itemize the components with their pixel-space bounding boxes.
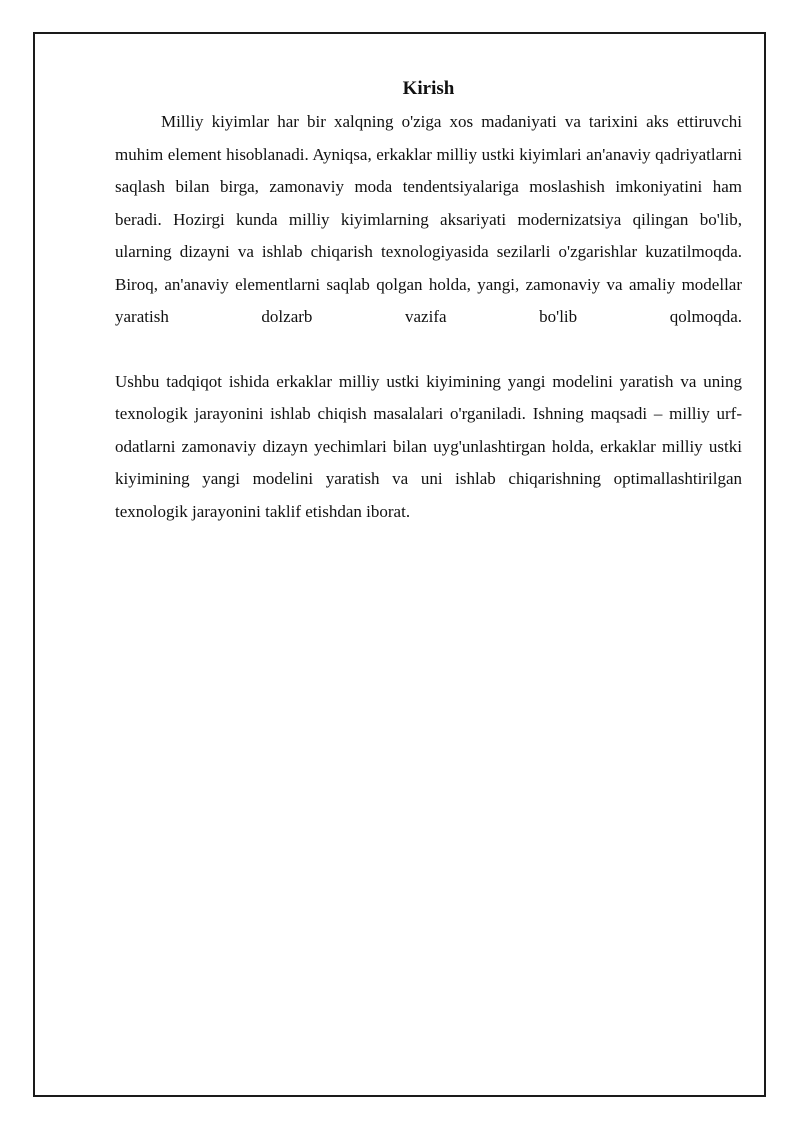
document-title: Kirish: [402, 78, 455, 99]
intro-paragraph-2: Ushbu tadqiqot ishida erkaklar milliy ustki kiyimining yangi modelini yaratish va uning texnologik jarayonini ishlab chiqish masalalari o'rganiladi. Ishning maqsadi – milliy urf-odatlarni zamonaviy dizayn yechimlari bilan uyg'unlashtirgan holda, erkaklar milliy ustki kiyimining yangi modelini yaratish va uni ishlab chiqarishning optimallashtirilgan texnologik jarayonini taklif etishdan iborat.: [115, 371, 742, 521]
intro-paragraph-1: Milliy kiyimlar har bir xalqning o'ziga xos madaniyati va tarixini aks ettiruvchi muhim element hisoblanadi. Ayniqsa, erkaklar milliy ustki kiyimlari an'anaviy qadriyatlarni saqlash bilan birga, zamonaviy moda tendentsiyalariga moslashish imkoniyatini ham beradi. Hozirgi kunda milliy kiyimlarning aksariyati modernizatsiya qilingan bo'lib, ularning dizayni va ishlab chiqarish texnologiyasida sezilarli o'zgarishlar kuzatilmoqda. Biroq, an'anaviy elementlarni saqlab qolgan holda, yangi, zamonaviy va amaliy modellar yaratish dolzarb vazifa bo'lib qolmoqda.: [115, 112, 742, 326]
document-body: [115, 76, 742, 528]
